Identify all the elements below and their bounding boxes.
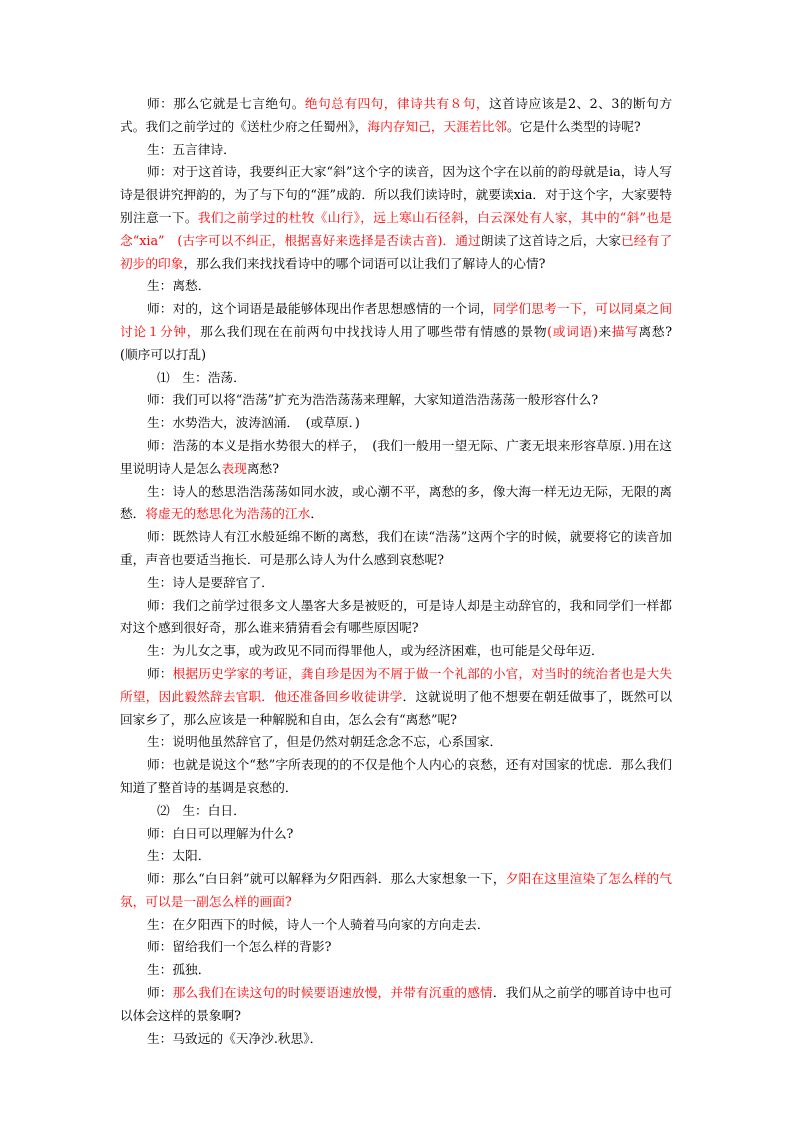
paragraph bbox=[120, 982, 672, 1028]
paragraph bbox=[120, 1028, 672, 1051]
text-segment: ．这就说明了他不想要在朝廷做事了，既然可以回家乡了，那么应该是一种解脱和自由，怎么会有“离愁”呢? bbox=[120, 688, 673, 727]
text-segment: 生：五言律诗． bbox=[147, 141, 236, 157]
highlighted-text: 那么我们在读这句的时候要语速放慢，并带有沉重的感情 bbox=[172, 985, 493, 1001]
text-segment: 师：我们可以将“浩荡”扩充为浩浩荡荡来理解，大家知道浩浩荡荡一般形容什么? bbox=[147, 392, 599, 408]
paragraph bbox=[120, 275, 672, 298]
text-segment: ．我们从之前学的哪首诗中也可以体会这样的景象啊? bbox=[120, 985, 673, 1023]
text-segment: 生：马致远的《天净沙.秋思》． bbox=[147, 1030, 323, 1046]
text-segment: 师：对的，这个词语是最能够体现出作者思想感情的一个词， bbox=[147, 301, 493, 317]
paragraph bbox=[120, 731, 672, 754]
text-segment: 师：白日可以理解为什么? bbox=[147, 825, 294, 841]
paragraph bbox=[120, 640, 672, 663]
paragraph bbox=[120, 161, 672, 275]
paragraph bbox=[120, 389, 672, 412]
paragraph bbox=[120, 845, 672, 868]
lesson-transcript bbox=[120, 93, 685, 1050]
highlighted-text: 将虚无的愁思化为浩荡的江水 bbox=[145, 506, 311, 522]
text-segment: 离愁? bbox=[246, 460, 280, 476]
text-segment: 生：诗人的愁思浩浩荡荡如同水波，或心潮不平，离愁的多，像大海一样无边无际，无限的离愁． bbox=[120, 483, 672, 522]
text-segment: 师：对于这首诗，我要纠正大家“斜”这个字的读音，因为这个字在以前的韵母就是ia，诗人写诗是很讲究押韵的，为了与下句的“涯”成韵．所以我们读诗时，就要读xia．对于这个字，大家要特别注意一下。 bbox=[120, 164, 672, 225]
paragraph bbox=[120, 298, 685, 366]
highlighted-text: 表现 bbox=[221, 460, 247, 476]
paragraph bbox=[120, 959, 672, 982]
paragraph bbox=[120, 914, 672, 937]
highlighted-text: 已经有了初步的印象 bbox=[120, 232, 672, 271]
text-segment: ． bbox=[310, 506, 323, 522]
highlighted-text: 我们之前学过的杜牧《山行》，远上寒山石径斜，白云深处有人家，其中的“斜”也是念“xia” (古字可以不纠正，根据喜好来选择是否读古音)．通过 bbox=[120, 209, 673, 248]
text-segment: 师：我们之前学过很多文人墨客大多是被贬的，可是诗人却是主动辞官的，我和同学们一样都对这个感到很好奇，那么谁来猜猜看会有哪些原因呢? bbox=[120, 597, 672, 636]
text-segment: 师：留给我们一个怎么样的背影? bbox=[147, 939, 332, 955]
paragraph bbox=[120, 868, 672, 914]
text-segment: 师：也就是说这个“愁”字所表现的的不仅是他个人内心的哀愁，还有对国家的忧虑．那么我们知道了整首诗的基调是哀愁的． bbox=[120, 757, 672, 795]
paragraph bbox=[120, 572, 672, 595]
text-segment: 生：孤独． bbox=[147, 962, 211, 978]
text-segment: 朗读了这首诗之后，大家 bbox=[480, 232, 622, 248]
text-segment: 离愁? (顺序可以打乱) bbox=[120, 323, 685, 362]
text-segment: ⑵ 生：白日． bbox=[157, 802, 246, 818]
text-segment: ，那么我们来找找看诗中的哪个词语可以让我们了解诗人的心情? bbox=[183, 255, 546, 271]
paragraph bbox=[120, 754, 672, 800]
paragraph bbox=[120, 663, 672, 731]
paragraph bbox=[120, 367, 672, 390]
text-segment: 那么我们现在在前两句中找找诗人用了哪些带有情感的景物 bbox=[200, 323, 548, 339]
text-segment: 生：太阳． bbox=[147, 848, 211, 864]
text-segment: 师：既然诗人有江水般延绵不断的离愁，我们在读“浩荡”这两个字的时候，就要将它的读音加重，声音也要适当拖长．可是那么诗人为什么感到哀愁呢? bbox=[120, 529, 672, 567]
text-segment: 生：水势浩大，波涛汹涌． (或草原．) bbox=[147, 415, 360, 431]
highlighted-text: 夕阳在这里渲染了怎么样的气氛，可以是一副怎么样的画面? bbox=[120, 871, 672, 909]
highlighted-text: 绝句总有四句，律诗共有８句， bbox=[304, 96, 490, 111]
highlighted-text: 海内存知己，天涯若比邻 bbox=[367, 118, 507, 134]
highlighted-text: 描写 bbox=[611, 323, 639, 339]
paragraph bbox=[120, 435, 672, 481]
highlighted-text: 根据历史学家的考证，龚自珍是因为不屑于做一个礼部的小官，对当时的统治者也是大失所望，因此毅然辞去官职．他还准备回乡收徒讲学 bbox=[120, 665, 673, 704]
text-segment: ⑴ 生：浩荡． bbox=[157, 369, 246, 385]
paragraph bbox=[120, 481, 672, 527]
highlighted-text: 同学们思考一下，可以同桌之间讨论１分钟， bbox=[120, 301, 673, 339]
paragraph bbox=[120, 412, 672, 435]
text-segment: 生：诗人是要辞官了． bbox=[147, 574, 274, 590]
text-segment: 师： bbox=[147, 665, 173, 681]
paragraph bbox=[120, 800, 672, 823]
paragraph bbox=[120, 526, 672, 572]
text-segment: 师：那么它就是七言绝句。 bbox=[147, 96, 305, 111]
paragraph bbox=[120, 823, 672, 846]
paragraph bbox=[120, 93, 672, 139]
highlighted-text: (或词语) bbox=[547, 323, 598, 339]
text-segment: 来 bbox=[597, 323, 612, 339]
text-segment: 师： bbox=[147, 985, 173, 1001]
paragraph bbox=[120, 936, 672, 959]
paragraph bbox=[120, 595, 672, 641]
text-segment: 生：说明他虽然辞官了，但是仍然对朝廷念念不忘，心系国家． bbox=[147, 734, 503, 750]
text-segment: 生：在夕阳西下的时候，诗人一个人骑着马向家的方向走去． bbox=[147, 916, 490, 932]
text-segment: 师：浩荡的本义是指水势很大的样子， (我们一般用一望无际、广袤无垠来形容草原．)用在这里说明诗人是怎么 bbox=[120, 437, 672, 476]
text-segment: 生：离愁． bbox=[147, 278, 211, 294]
text-segment: 这首诗应该是2、2、3的断句方式。我们之前学过的《送杜少府之任蜀州》， bbox=[120, 96, 673, 134]
paragraph bbox=[120, 139, 672, 162]
text-segment: 生：为儿女之事，或为政见不同而得罪他人，或为经济困难，也可能是父母年迈． bbox=[147, 643, 604, 659]
text-segment: 师：那么“白日斜”就可以解释为夕阳西斜．那么大家想象一下， bbox=[147, 871, 506, 887]
text-segment: 。它是什么类型的诗呢? bbox=[506, 118, 641, 134]
